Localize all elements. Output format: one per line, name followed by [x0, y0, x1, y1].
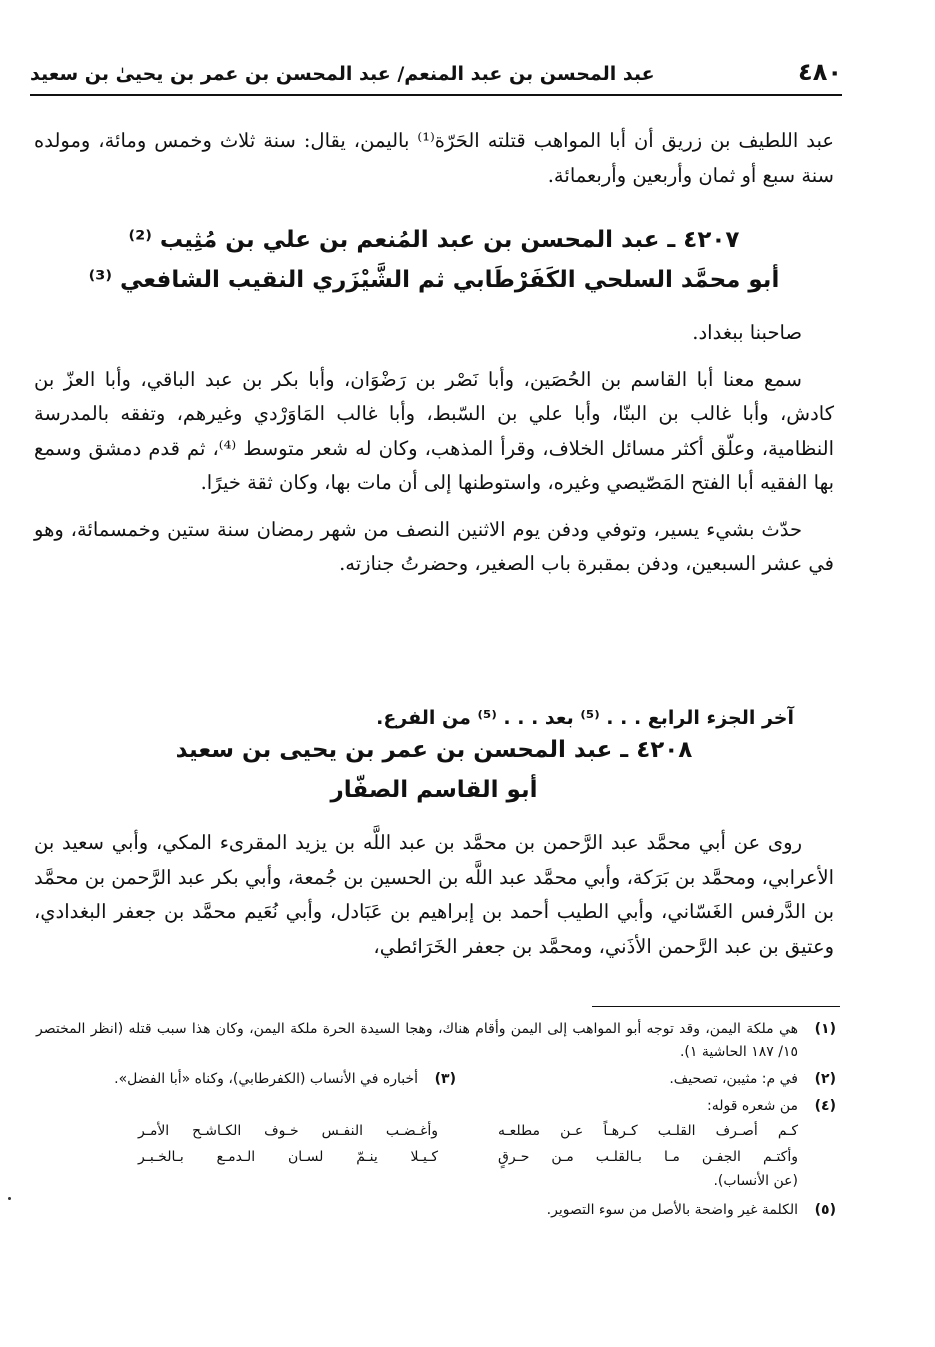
- footnote-text: من شعره قوله:: [706, 1098, 798, 1114]
- verse-second-hemistich: وأغـضـب النفـس خـوف الكـاشـح الأمـر: [138, 1123, 438, 1139]
- footnote-4: [36, 1095, 836, 1118]
- footnote-text: أخباره في الأنساب (الكفرطابي)، وكناه «أبا الفضل».: [114, 1071, 418, 1087]
- page-number: ٤٨٠: [798, 58, 842, 86]
- paragraph-narrations: روى عن أبي محمَّد عبد الرَّحمن بن محمَّد بن عبد اللَّه بن يزيد المقرىء المكي، وأبي سعيد بن الأعرابي، ومحمَّد بن بَرَكة، وأبي محمَّد عبد اللَّه بن الحسين بن جُمعة، وأبي بكر عبد الرَّحمن بن محمَّد بن الدَّرفس الغَسّاني، وأبي الطيب أحمد بن إبراهيم بن عَبَادل، وأبي نُعَيم محمَّد بن جعفر البغدادي، وعتيق بن عبد الرَّحمن الأذَني، ومحمَّد بن جعفر الخَرَائطي،: [34, 831, 834, 958]
- end-of-part-note: آخر الجزء الرابع . . . ⁽⁵⁾ بعد . . . ⁽⁵⁾ من الفرع.: [376, 707, 794, 729]
- footnotes: [36, 1018, 836, 1226]
- footnote-number: (١): [814, 1021, 836, 1037]
- page-header: [30, 58, 842, 96]
- footnote-text: في م: مثيبن، تصحيف.: [669, 1071, 798, 1087]
- footnote-text: الكلمة غير واضحة بالأصل من سوء التصوير.: [546, 1202, 798, 1218]
- paragraph-continuation: عبد اللطيف بن زريق أن أبا المواهب قتلته الحَرّة⁽¹⁾ باليمن، يقال: سنة ثلاث وخمس ومائة، ومولده سنة سبع أو ثمان وأربعين وأربعمائة.: [34, 129, 835, 187]
- poem-source: (عن الأنساب).: [713, 1173, 798, 1189]
- footnote-3: [76, 1068, 456, 1091]
- poem-verse-1: [36, 1118, 836, 1144]
- entry-4207-heading: [34, 220, 834, 300]
- entry-4208-heading: [34, 730, 834, 810]
- footnote-separator: [592, 1006, 840, 1007]
- paragraph-death: حدّث بشيء يسير، وتوفي ودفن يوم الاثنين النصف من شهر رمضان سنة ستين وخمسمائة، وهو في عشر السبعين، ودفن بمقبرة باب الصغير، وحضرتُ جنازته.: [34, 517, 834, 575]
- paragraph-residence: صاحبنا ببغداد.: [692, 321, 802, 344]
- main-text: [34, 124, 834, 193]
- footnote-number: (٤): [814, 1098, 836, 1114]
- footnote-number: (٥): [814, 1202, 836, 1218]
- entry-4207-kunya: أبو محمَّد السلحي الكَفَرْطَابي ثم الشَّيْزَري النقيب الشافعي ⁽³⁾: [88, 267, 780, 293]
- verse-second-hemistich: كـيـلا ينـمّ لسـان الـدمـع بـالخـبـر: [138, 1149, 438, 1165]
- entry-4208-body: [34, 826, 834, 964]
- footnote-5: [36, 1199, 836, 1222]
- entry-4208-name: ٤٢٠٨ ـ عبد المحسن بن عمر بن يحيى بن سعيد: [175, 737, 693, 763]
- footnote-text: هي ملكة اليمن، وقد توجه أبو المواهب إلى اليمن وأقام هناك، وهجا السيدة الحرة ملكة اليمن، وكان هذا سبب قتله (انظر المختصر ١٥/ ١٨٧ الحاشية ١).: [36, 1021, 798, 1060]
- entry-4207-body: [34, 316, 834, 582]
- verse-first-hemistich: كـم أصـرف القلـب كـرهـاً عـن مطلعـه: [498, 1123, 798, 1139]
- scan-speck: [8, 1197, 11, 1200]
- footnote-number: (٣): [434, 1071, 456, 1087]
- footnote-number: (٢): [814, 1071, 836, 1087]
- footnote-2: [456, 1068, 836, 1091]
- entry-4207-name: ٤٢٠٧ ـ عبد المحسن بن عبد المُنعم بن علي بن مُثِيب ⁽²⁾: [128, 227, 740, 253]
- entry-4208-kunya: أبو القاسم الصفّار: [330, 777, 538, 803]
- verse-first-hemistich: وأكتـم الجفـن مـا بـالقلـب مـن حـرقٍ: [498, 1149, 798, 1165]
- footnotes-2-3: [36, 1068, 836, 1091]
- paragraph-teachers: سمع معنا أبا القاسم بن الحُصَين، وأبا نَصْر بن رَضْوَان، وأبا بكر بن عبد الباقي، وأبا العزّ بن كادش، وأبا غالب بن البنّا، وأبا علي بن السّبط، وأبا غالب المَاوَرْدي وغيرهم، وتفقه بالمدرسة النظامية، وعلّق أكثر مسائل الخلاف، وقرأ المذهب، وكان له شعر متوسط ⁽⁴⁾، ثم قدم دمشق وسمع بها الفقيه أبا الفتح المَصّيصي وغيره، واستوطنها إلى أن مات بها، وكان ثقة خيرًا.: [34, 367, 834, 494]
- footnote-1: [36, 1018, 836, 1064]
- running-head: عبد المحسن بن عبد المنعم/ عبد المحسن بن عمر بن يحيىٰ بن سعيد: [30, 63, 655, 85]
- poem-verse-2: [36, 1144, 836, 1170]
